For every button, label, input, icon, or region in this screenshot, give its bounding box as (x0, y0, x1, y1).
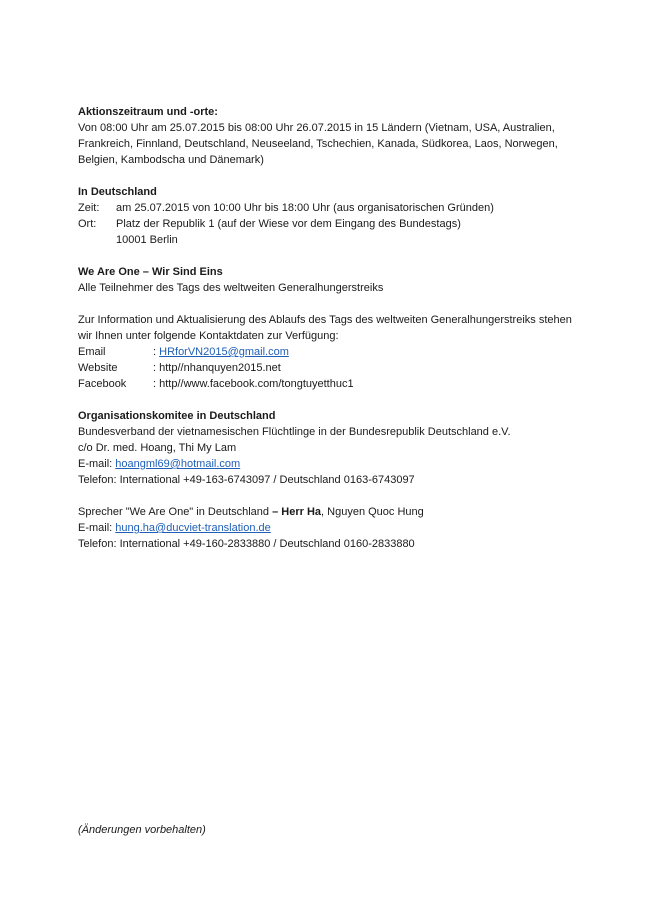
org-email-prefix: E-mail: (78, 458, 116, 470)
document-content (78, 104, 578, 568)
ort-line-2: 10001 Berlin (116, 234, 178, 246)
speaker-bold: – Herr Ha (272, 506, 322, 518)
section-speaker (78, 504, 578, 552)
org-phone: Telefon: International +49-163-6743097 / Deutschland 0163-6743097 (78, 474, 415, 486)
facebook-sep: : (153, 378, 160, 390)
org-title: Organisationskomitee in Deutschland (78, 410, 276, 422)
section-org (78, 408, 578, 488)
facebook-value: http//www.facebook.com/tongtuyetthuc1 (159, 378, 354, 390)
email-sep: : (153, 346, 160, 358)
section-contact (78, 312, 578, 392)
website-value: http//nhanquyen2015.net (159, 362, 281, 374)
website-sep: : (153, 362, 160, 374)
website-row (78, 360, 578, 376)
action-text: Von 08:00 Uhr am 25.07.2015 bis 08:00 Uhr 26.07.2015 in 15 Ländern (Vietnam, USA, Australien, Frankreich, Finnland, Deutschland, Neuseeland, Tschechien, Kanada, Südkorea, Laos, Norwegen, Belgien, Kambodscha und Dänemark) (78, 122, 558, 166)
speaker-email-line (78, 520, 578, 536)
speaker-email-prefix: E-mail: (78, 522, 116, 534)
website-label: Website (78, 362, 118, 374)
zeit-label: Zeit: (78, 202, 100, 214)
weareone-text: Alle Teilnehmer des Tags des weltweiten Generalhungerstreiks (78, 282, 384, 294)
facebook-label: Facebook (78, 378, 127, 390)
org-email-link[interactable]: hoangml69@hotmail.com (115, 458, 241, 470)
germany-title: In Deutschland (78, 186, 157, 198)
speaker-suffix: , Nguyen Quoc Hung (321, 506, 424, 518)
zeit-value: am 25.07.2015 von 10:00 Uhr bis 18:00 Uhr (aus organisatorischen Gründen) (116, 202, 494, 214)
facebook-row (78, 376, 578, 392)
speaker-phone: Telefon: International +49-160-2833880 / Deutschland 0160-2833880 (78, 538, 415, 550)
email-value-wrap (153, 344, 578, 360)
speaker-line-1 (78, 504, 578, 520)
website-value-wrap (153, 360, 578, 376)
speaker-email-link[interactable]: hung.ha@ducviet-translation.de (115, 522, 271, 534)
ort-row (78, 216, 578, 248)
section-action (78, 104, 578, 168)
ort-line-1: Platz der Republik 1 (auf der Wiese vor dem Eingang des Bundestags) (116, 218, 461, 230)
zeit-row (78, 200, 578, 216)
ort-label: Ort: (78, 218, 97, 230)
ort-value (116, 216, 578, 248)
org-line-2: c/o Dr. med. Hoang, Thi My Lam (78, 442, 237, 454)
email-link[interactable]: HRforVN2015@gmail.com (159, 346, 289, 358)
weareone-title: We Are One – Wir Sind Eins (78, 266, 223, 278)
speaker-prefix: Sprecher "We Are One" in Deutschland (78, 506, 273, 518)
contact-intro: Zur Information und Aktualisierung des Ablaufs des Tags des weltweiten Generalhungerstreiks stehen wir Ihnen unter folgende Kontaktdaten zur Verfügung: (78, 314, 572, 342)
email-label: Email (78, 346, 106, 358)
action-title: Aktionszeitraum und -orte: (78, 106, 218, 118)
footer-note: (Änderungen vorbehalten) (78, 824, 206, 836)
section-weareone (78, 264, 578, 296)
section-germany (78, 184, 578, 248)
email-row (78, 344, 578, 360)
facebook-value-wrap (153, 376, 578, 392)
org-line-1: Bundesverband der vietnamesischen Flüchtlinge in der Bundesrepublik Deutschland e.V. (78, 426, 511, 438)
org-email-line (78, 456, 578, 472)
